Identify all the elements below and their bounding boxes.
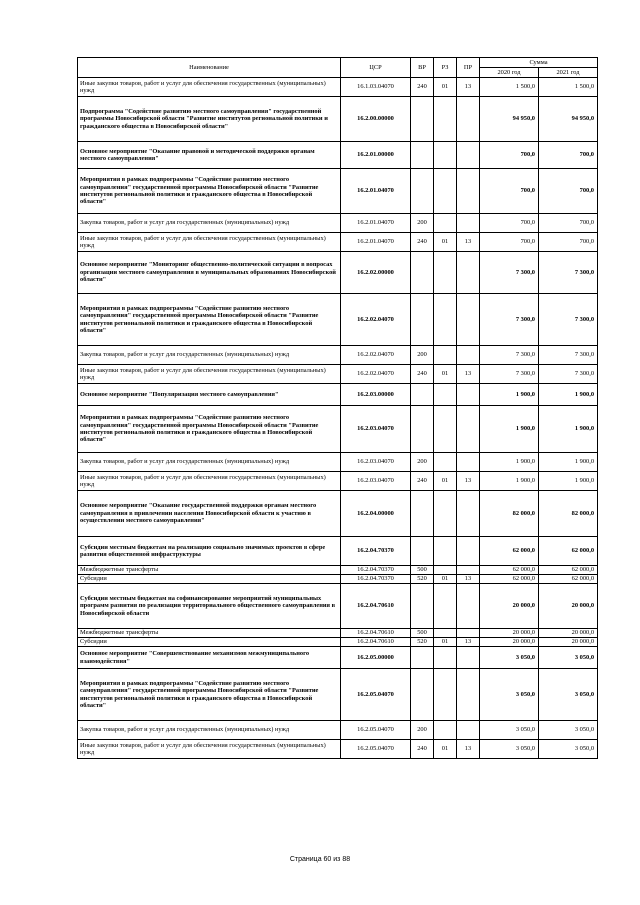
table-row [78,575,598,584]
header-vr: ВР [411,58,434,78]
cell-sum-2021: 62 000,0 [539,537,598,566]
cell-sum-2020: 7 300,0 [480,294,539,346]
cell-csr: 16.2.04.70610 [341,629,411,638]
table-row [78,252,598,294]
cell-name: Закупка товаров, работ и услуг для государственных (муниципальных) нужд [78,721,341,740]
cell-sum-2021: 7 300,0 [539,252,598,294]
cell-rz: 01 [434,233,457,252]
cell-vr [411,252,434,294]
cell-sum-2021: 700,0 [539,169,598,214]
cell-sum-2021: 3 050,0 [539,647,598,669]
cell-vr: 500 [411,629,434,638]
table-row [78,142,598,169]
cell-vr: 500 [411,566,434,575]
table-row [78,346,598,365]
cell-rz: 01 [434,740,457,759]
cell-sum-2020: 700,0 [480,233,539,252]
table-row [78,584,598,629]
table-row [78,566,598,575]
cell-vr [411,384,434,406]
header-pr: ПР [457,58,480,78]
table-row [78,740,598,759]
cell-sum-2021: 94 950,0 [539,97,598,142]
cell-sum-2020: 62 000,0 [480,566,539,575]
cell-sum-2020: 3 050,0 [480,721,539,740]
cell-csr: 16.2.05.04070 [341,669,411,721]
cell-pr [457,346,480,365]
cell-pr [457,294,480,346]
cell-csr: 16.2.01.04070 [341,233,411,252]
cell-sum-2021: 1 900,0 [539,406,598,453]
cell-name: Межбюджетные трансферты [78,629,341,638]
cell-vr: 200 [411,721,434,740]
cell-pr [457,584,480,629]
cell-name: Мероприятия в рамках подпрограммы "Содействие развитию местного самоуправления" государственной программы Новосибирской области "Развитие институтов региональной политики и гражданского общества в Новосибирской области" [78,669,341,721]
cell-vr [411,406,434,453]
cell-sum-2021: 1 500,0 [539,78,598,97]
header-name: Наименование [78,58,341,78]
cell-rz: 01 [434,78,457,97]
cell-vr: 240 [411,740,434,759]
cell-sum-2020: 62 000,0 [480,537,539,566]
page-footer: Страница 60 из 88 [289,856,351,863]
cell-name: Субсидии [78,575,341,584]
cell-rz: 01 [434,575,457,584]
cell-sum-2021: 700,0 [539,214,598,233]
cell-sum-2021: 62 000,0 [539,575,598,584]
cell-csr: 16.2.05.04070 [341,721,411,740]
cell-sum-2020: 3 050,0 [480,647,539,669]
cell-name: Основное мероприятие "Оказание правовой и методической поддержки органам местного самоуправления" [78,142,341,169]
table-row [78,384,598,406]
cell-sum-2020: 94 950,0 [480,97,539,142]
cell-csr: 16.2.03.04070 [341,453,411,472]
cell-csr: 16.2.03.00000 [341,384,411,406]
table-row [78,233,598,252]
cell-rz [434,629,457,638]
cell-csr: 16.2.04.70610 [341,638,411,647]
cell-csr: 16.2.04.00000 [341,491,411,537]
cell-sum-2021: 3 050,0 [539,721,598,740]
cell-pr [457,566,480,575]
cell-pr [457,491,480,537]
cell-rz [434,566,457,575]
cell-csr: 16.1.03.04070 [341,78,411,97]
cell-csr: 16.2.04.70370 [341,537,411,566]
cell-name: Субсидии местным бюджетам на софинансирование мероприятий муниципальных программ развития по реализации территориального общественного самоуправления в Новосибирской области [78,584,341,629]
table-row [78,406,598,453]
cell-pr: 13 [457,638,480,647]
cell-pr [457,406,480,453]
cell-sum-2021: 20 000,0 [539,584,598,629]
cell-sum-2021: 3 050,0 [539,669,598,721]
cell-rz [434,97,457,142]
cell-vr [411,142,434,169]
table-row [78,78,598,97]
cell-vr: 200 [411,346,434,365]
cell-csr: 16.2.00.00000 [341,97,411,142]
cell-rz [434,669,457,721]
cell-sum-2020: 7 300,0 [480,346,539,365]
cell-pr [457,384,480,406]
cell-sum-2021: 82 000,0 [539,491,598,537]
cell-name: Закупка товаров, работ и услуг для государственных (муниципальных) нужд [78,453,341,472]
cell-pr [457,537,480,566]
cell-vr [411,584,434,629]
cell-rz [434,384,457,406]
cell-sum-2020: 7 300,0 [480,365,539,384]
cell-rz: 01 [434,472,457,491]
cell-name: Подпрограмма "Содействие развитию местного самоуправления" государственной программы Новосибирской области "Развитие институтов региональной политики и гражданского общества в Новосибирской области" [78,97,341,142]
cell-sum-2021: 3 050,0 [539,740,598,759]
header-csr: ЦСР [341,58,411,78]
cell-rz: 01 [434,638,457,647]
table-row [78,365,598,384]
cell-vr: 240 [411,472,434,491]
cell-name: Основное мероприятие "Совершенствование механизмов межмуниципального взаимодействия" [78,647,341,669]
cell-rz [434,294,457,346]
cell-rz [434,584,457,629]
cell-sum-2021: 7 300,0 [539,294,598,346]
cell-rz: 01 [434,365,457,384]
cell-sum-2021: 20 000,0 [539,629,598,638]
cell-pr: 13 [457,575,480,584]
cell-name: Закупка товаров, работ и услуг для государственных (муниципальных) нужд [78,346,341,365]
cell-sum-2020: 7 300,0 [480,252,539,294]
cell-rz [434,406,457,453]
cell-vr [411,647,434,669]
cell-name: Иные закупки товаров, работ и услуг для обеспечения государственных (муниципальных) нужд [78,472,341,491]
table-row [78,294,598,346]
cell-name: Основное мероприятие "Популяризация местного самоуправления" [78,384,341,406]
cell-csr: 16.2.04.70370 [341,575,411,584]
cell-sum-2020: 1 900,0 [480,453,539,472]
cell-pr: 13 [457,233,480,252]
cell-rz [434,647,457,669]
cell-sum-2021: 700,0 [539,142,598,169]
cell-sum-2021: 20 000,0 [539,638,598,647]
cell-name: Иные закупки товаров, работ и услуг для обеспечения государственных (муниципальных) нужд [78,740,341,759]
cell-vr [411,669,434,721]
cell-csr: 16.2.02.04070 [341,365,411,384]
cell-vr: 240 [411,365,434,384]
cell-sum-2020: 1 900,0 [480,472,539,491]
cell-pr: 13 [457,472,480,491]
cell-pr [457,647,480,669]
table-row [78,97,598,142]
cell-csr: 16.2.01.04070 [341,169,411,214]
cell-rz [434,453,457,472]
header-year-2020: 2020 год [480,68,539,78]
table-row [78,537,598,566]
cell-rz [434,491,457,537]
cell-name: Субсидии местным бюджетам на реализацию социально значимых проектов в сфере развития общественной инфраструктуры [78,537,341,566]
cell-name: Закупка товаров, работ и услуг для государственных (муниципальных) нужд [78,214,341,233]
budget-table-sheet [77,57,597,759]
table-row [78,491,598,537]
cell-csr: 16.2.01.00000 [341,142,411,169]
cell-sum-2020: 3 050,0 [480,740,539,759]
cell-name: Иные закупки товаров, работ и услуг для обеспечения государственных (муниципальных) нужд [78,78,341,97]
cell-pr: 13 [457,78,480,97]
header-rz: РЗ [434,58,457,78]
cell-rz [434,537,457,566]
cell-sum-2020: 20 000,0 [480,638,539,647]
table-row [78,453,598,472]
cell-vr [411,169,434,214]
cell-sum-2020: 700,0 [480,214,539,233]
cell-sum-2021: 62 000,0 [539,566,598,575]
cell-rz [434,721,457,740]
cell-name: Межбюджетные трансферты [78,566,341,575]
budget-table [77,57,598,759]
cell-sum-2021: 1 900,0 [539,472,598,491]
cell-sum-2020: 20 000,0 [480,629,539,638]
cell-vr: 520 [411,575,434,584]
cell-pr: 13 [457,365,480,384]
cell-csr: 16.2.01.04070 [341,214,411,233]
cell-vr [411,97,434,142]
cell-csr: 16.2.05.04070 [341,740,411,759]
cell-csr: 16.2.02.00000 [341,252,411,294]
cell-pr [457,97,480,142]
cell-sum-2020: 62 000,0 [480,575,539,584]
cell-pr: 13 [457,740,480,759]
table-row [78,638,598,647]
cell-pr [457,669,480,721]
cell-vr: 240 [411,233,434,252]
cell-sum-2021: 700,0 [539,233,598,252]
cell-pr [457,214,480,233]
table-row [78,647,598,669]
cell-name: Мероприятия в рамках подпрограммы "Содействие развитию местного самоуправления" государственной программы Новосибирской области "Развитие институтов региональной политики и гражданского общества в Новосибирской области" [78,294,341,346]
cell-csr: 16.2.04.70610 [341,584,411,629]
cell-sum-2020: 700,0 [480,142,539,169]
cell-vr [411,537,434,566]
table-row [78,721,598,740]
cell-sum-2020: 1 900,0 [480,384,539,406]
table-row [78,629,598,638]
cell-name: Основное мероприятие "Оказание государственной поддержки органам местного самоуправления в привлечении населения Новосибирской области к участию в осуществлении местного самоуправления" [78,491,341,537]
table-body [78,78,598,759]
cell-vr: 200 [411,453,434,472]
cell-vr [411,491,434,537]
cell-sum-2020: 1 500,0 [480,78,539,97]
cell-csr: 16.2.04.70370 [341,566,411,575]
cell-name: Иные закупки товаров, работ и услуг для обеспечения государственных (муниципальных) нужд [78,365,341,384]
cell-sum-2021: 1 900,0 [539,384,598,406]
cell-rz [434,214,457,233]
cell-pr [457,252,480,294]
cell-pr [457,721,480,740]
table-row [78,472,598,491]
cell-sum-2020: 3 050,0 [480,669,539,721]
cell-csr: 16.2.03.04070 [341,472,411,491]
cell-csr: 16.2.02.04070 [341,346,411,365]
cell-sum-2021: 7 300,0 [539,365,598,384]
header-sum: Сумма [480,58,598,68]
cell-vr [411,294,434,346]
table-row [78,669,598,721]
cell-name: Основное мероприятие "Мониторинг общественно-политической ситуации в вопросах организации местного самоуправления в муниципальных образованиях Новосибирской области" [78,252,341,294]
cell-sum-2020: 82 000,0 [480,491,539,537]
cell-pr [457,453,480,472]
cell-name: Мероприятия в рамках подпрограммы "Содействие развитию местного самоуправления" государственной программы Новосибирской области "Развитие институтов региональной политики и гражданского общества в Новосибирской области" [78,406,341,453]
cell-pr [457,629,480,638]
cell-rz [434,346,457,365]
cell-rz [434,169,457,214]
cell-name: Иные закупки товаров, работ и услуг для обеспечения государственных (муниципальных) нужд [78,233,341,252]
cell-vr: 200 [411,214,434,233]
cell-sum-2021: 7 300,0 [539,346,598,365]
cell-vr: 520 [411,638,434,647]
cell-sum-2020: 1 900,0 [480,406,539,453]
cell-csr: 16.2.03.04070 [341,406,411,453]
header-year-2021: 2021 год [539,68,598,78]
cell-vr: 240 [411,78,434,97]
cell-rz [434,142,457,169]
cell-sum-2020: 20 000,0 [480,584,539,629]
cell-rz [434,252,457,294]
cell-pr [457,169,480,214]
cell-name: Мероприятия в рамках подпрограммы "Содействие развитию местного самоуправления" государственной программы Новосибирской области "Развитие институтов региональной политики и гражданского общества в Новосибирской области" [78,169,341,214]
cell-csr: 16.2.05.00000 [341,647,411,669]
table-row [78,214,598,233]
cell-pr [457,142,480,169]
cell-sum-2021: 1 900,0 [539,453,598,472]
cell-name: Субсидии [78,638,341,647]
table-row [78,169,598,214]
cell-csr: 16.2.02.04070 [341,294,411,346]
cell-sum-2020: 700,0 [480,169,539,214]
